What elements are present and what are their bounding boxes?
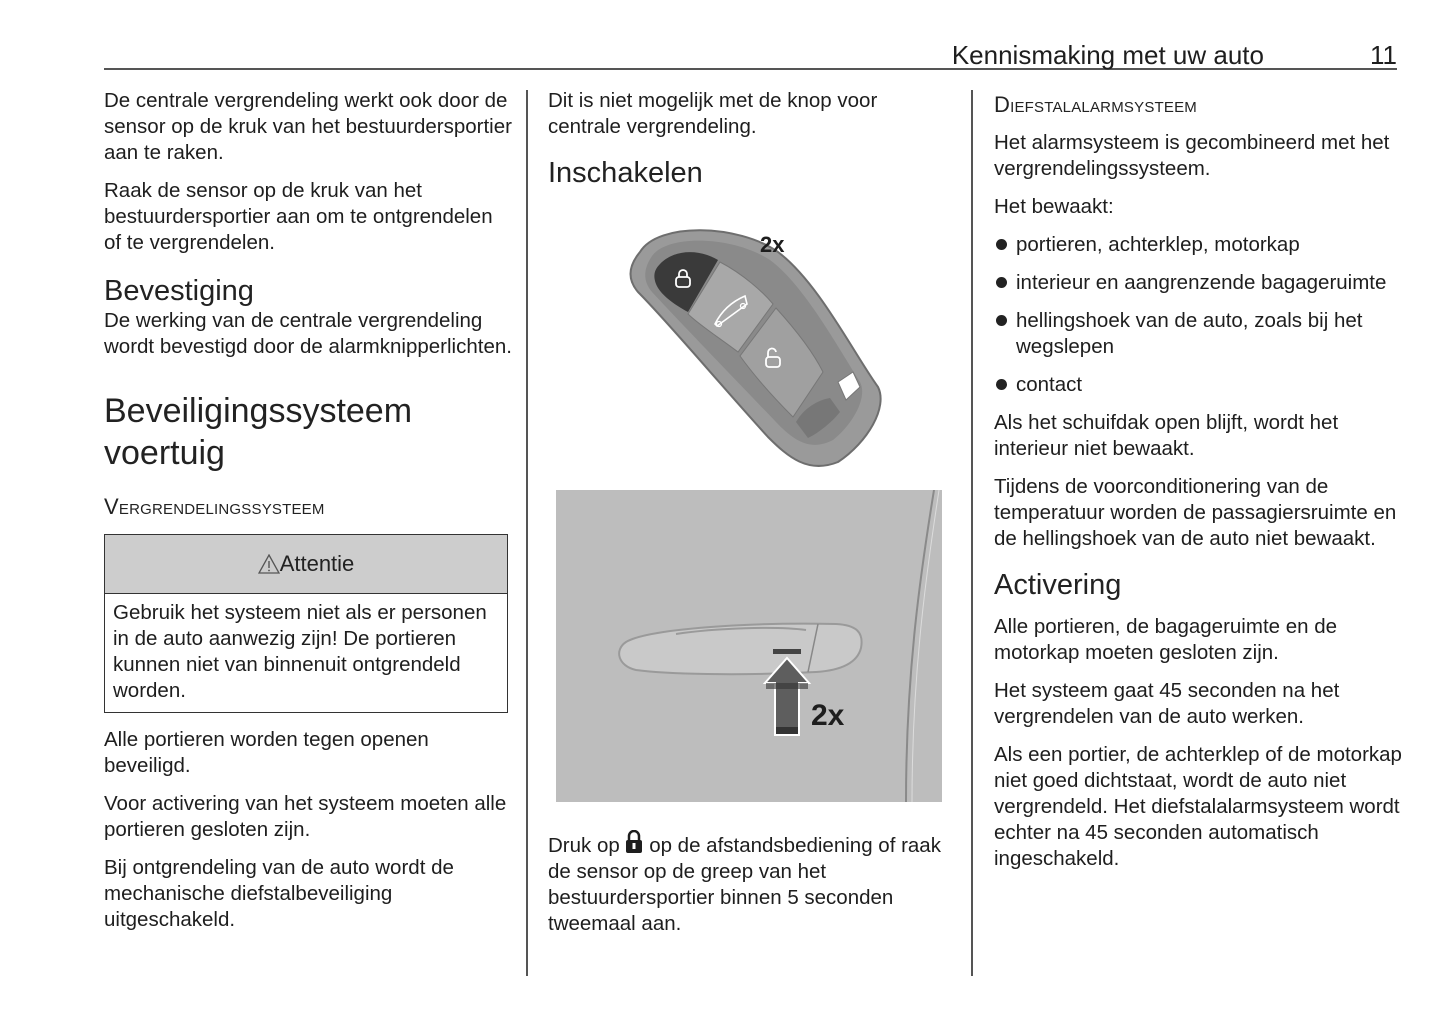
warning-box xyxy=(104,534,508,713)
paragraph: Het systeem gaat 45 seconden na het vergrendelen van de auto werken. xyxy=(994,679,1340,728)
paragraph: Het alarmsysteem is gecombineerd met het vergrendelingssysteem. xyxy=(994,131,1390,180)
paragraph: Bij ontgrendeling van de auto wordt de mechanische diefstalbeveiliging uitgeschakeld. xyxy=(104,856,454,931)
press-twice-label: 2x xyxy=(760,232,785,257)
column-divider xyxy=(971,90,973,976)
list-item: interieur en aangrenzende bagageruimte xyxy=(994,270,1404,296)
list-item: portieren, achterklep, motorkap xyxy=(994,232,1404,258)
subsection-heading: Diefstalalarmsysteem xyxy=(994,92,1197,117)
column-divider xyxy=(526,90,528,976)
press-twice-label: 2x xyxy=(811,699,845,732)
paragraph: De centrale vergrendeling werkt ook door de sensor op de kruk van het bestuurdersportier aan te raken. xyxy=(104,89,512,164)
paragraph: Alle portieren, de bagageruimte en de motorkap moeten gesloten zijn. xyxy=(994,615,1338,664)
warning-text: Gebruik het systeem niet als er personen in de auto aanwezig zijn! De portieren kunnen niet van binnenuit ontgrendeld worden. xyxy=(113,601,487,702)
list-item: hellingshoek van de auto, zoals bij het wegslepen xyxy=(994,308,1404,360)
column-middle xyxy=(548,88,948,949)
paragraph: Raak de sensor op de kruk van het bestuurdersportier aan om te ontgrendelen of te vergrendelen. xyxy=(104,179,493,254)
page-number: 11 xyxy=(1370,40,1397,70)
key-fob-illustration xyxy=(548,212,948,472)
text: Druk op xyxy=(548,834,620,857)
door-handle-illustration xyxy=(556,490,942,802)
chapter-heading: Beveiligingssysteem voertuig xyxy=(104,392,413,472)
list-item: contact xyxy=(994,372,1404,398)
column-right xyxy=(994,88,1404,884)
lock-button-icon xyxy=(625,830,643,854)
monitored-items-list xyxy=(994,232,1404,398)
section-heading-bevestiging: Bevestiging xyxy=(104,275,254,307)
warning-triangle-icon xyxy=(258,554,280,574)
column-left xyxy=(104,88,514,945)
paragraph: Als het schuifdak open blijft, wordt het interieur niet bewaakt. xyxy=(994,411,1339,460)
paragraph: Het bewaakt: xyxy=(994,195,1114,218)
warning-title: Attentie xyxy=(279,551,355,576)
paragraph: Tijdens de voorconditionering van de temperatuur worden de passagiersruimte en de hellingshoek van de auto niet bewaakt. xyxy=(994,475,1397,550)
paragraph: Voor activering van het systeem moeten alle portieren gesloten zijn. xyxy=(104,792,507,841)
chapter-title: Kennismaking met uw auto xyxy=(951,40,1264,70)
paragraph: Alle portieren worden tegen openen beveiligd. xyxy=(104,728,429,777)
paragraph-press-lock xyxy=(548,830,948,937)
paragraph: Als een portier, de achterklep of de motorkap niet goed dichtstaat, wordt de auto niet vergrendeld. Het diefstalalarmsysteem wordt echter na 45 seconden automatisch ingeschakeld. xyxy=(994,743,1402,870)
section-heading-inschakelen: Inschakelen xyxy=(548,157,703,189)
text: op de afstandsbediening of raak de sensor op de greep van het bestuurdersportier binnen 5 seconden tweemaal aan. xyxy=(548,834,941,935)
subsection-heading: Vergrendelingssysteem xyxy=(104,494,325,519)
section-heading-activering: Activering xyxy=(994,569,1122,601)
warning-header xyxy=(105,535,507,594)
page-header xyxy=(104,36,1397,70)
paragraph: De werking van de centrale vergrendeling wordt bevestigd door de alarmknipperlichten. xyxy=(104,309,512,358)
paragraph: Dit is niet mogelijk met de knop voor centrale vergrendeling. xyxy=(548,89,878,138)
